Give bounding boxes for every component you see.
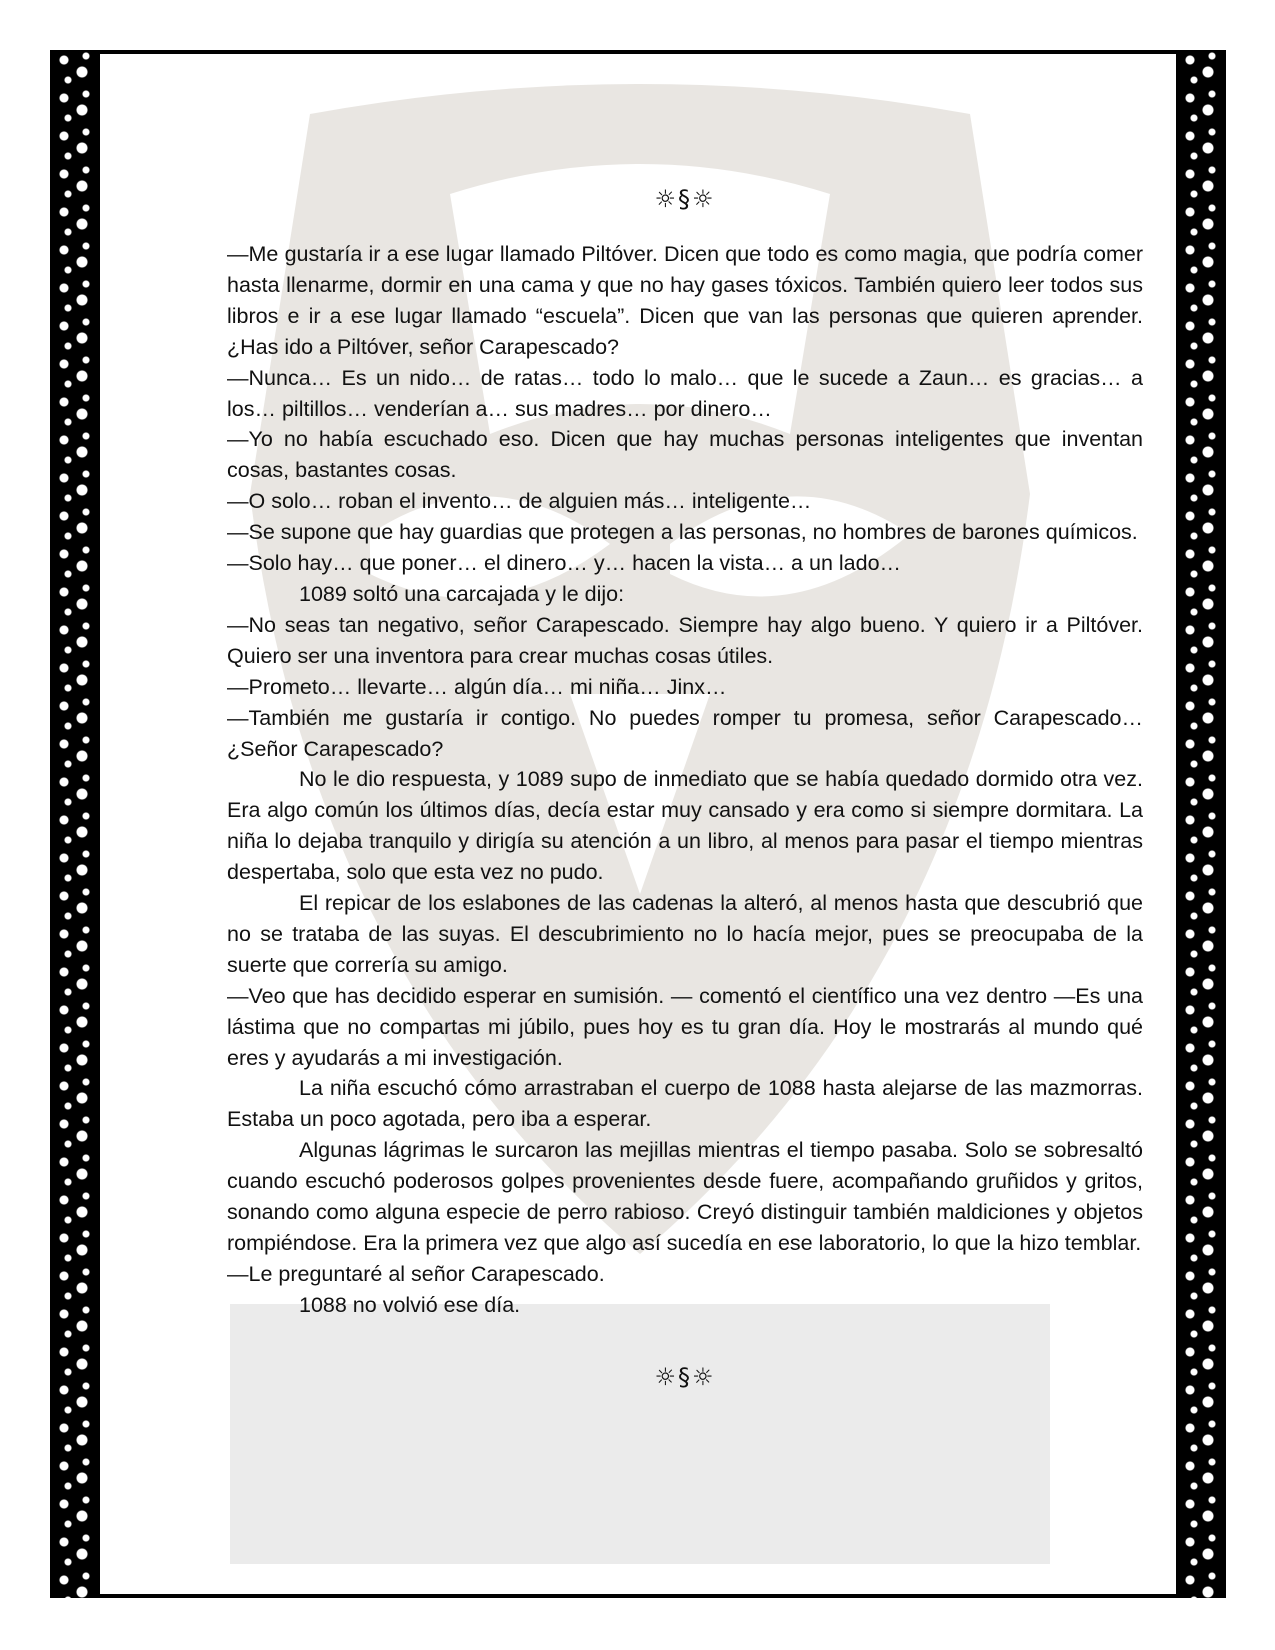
paragraph: —Prometo… llevarte… algún día… mi niña… Jinx… bbox=[227, 674, 727, 699]
paragraph: 1088 no volvió ese día. bbox=[299, 1292, 521, 1317]
document-text bbox=[227, 179, 1143, 1397]
left-floral-border bbox=[52, 50, 98, 1598]
section-separator-top: ☼§☼ bbox=[654, 185, 716, 213]
paragraph: 1089 soltó una carcajada y le dijo: bbox=[299, 581, 625, 606]
paragraph: —Solo hay… que poner… el dinero… y… hacen la vista… a un lado… bbox=[227, 551, 902, 576]
paragraph-list bbox=[227, 239, 1143, 1321]
paragraph: La niña escuchó cómo arrastraban el cuerpo de 1088 hasta alejarse de las mazmorras. Estaba un poco agotada, pero iba a esperar. bbox=[227, 1076, 1143, 1132]
paragraph: El repicar de los eslabones de las cadenas la alteró, al menos hasta que descubrió que no se trataba de las suyas. El descubrimiento no lo hacía mejor, pues se preocupaba de la suerte que correría su amigo. bbox=[227, 891, 1143, 977]
paragraph: Algunas lágrimas le surcaron las mejillas mientras el tiempo pasaba. Solo se sobresaltó cuando escuchó poderosos golpes provenientes desde fuere, acompañando gruñidos y gritos, sonando como alguna especie de perro rabioso. Creyó distinguir también maldiciones y objetos rompiéndose. Era la primera vez que algo así sucedía en ese laboratorio, lo que la hizo temblar. bbox=[227, 1138, 1143, 1255]
paragraph: —Se supone que hay guardias que protegen a las personas, no hombres de barones químicos. bbox=[227, 520, 1138, 545]
paragraph: —O solo… roban el invento… de alguien más… inteligente… bbox=[227, 489, 812, 514]
section-separator-bottom: ☼§☼ bbox=[654, 1362, 716, 1391]
paragraph: —También me gustaría ir contigo. No puedes romper tu promesa, señor Carapescado… ¿Señor Carapescado? bbox=[227, 705, 1143, 761]
paragraph: —Me gustaría ir a ese lugar llamado Piltóver. Dicen que todo es como magia, que podría comer hasta llenarme, dormir en una cama y que no hay gases tóxicos. También quiero leer todos sus libros e ir a ese lugar llamado “escuela”. Dicen que van las personas que quieren aprender. ¿Has ido a Piltóver, señor Carapescado? bbox=[227, 242, 1143, 359]
paragraph: —No seas tan negativo, señor Carapescado. Siempre hay algo bueno. Y quiero ir a Piltóver. Quiero ser una inventora para crear muchas cosas útiles. bbox=[227, 612, 1143, 668]
paragraph: —Veo que has decidido esperar en sumisión. — comentó el científico una vez dentro —Es una lástima que no compartas mi júbilo, pues hoy es tu gran día. Hoy le mostrarás al mundo qué eres y ayudarás a mi investigación. bbox=[227, 983, 1143, 1070]
page-body bbox=[100, 54, 1176, 1594]
paragraph: No le dio respuesta, y 1089 supo de inmediato que se había quedado dormido otra vez. Era algo común los últimos días, decía estar muy cansado y era como si siempre dormitara. La niña lo dejaba tranquilo y dirigía su atención a un libro, al menos para pasar el tiempo mientras despertaba, solo que esta vez no pudo. bbox=[227, 767, 1143, 885]
paragraph: —Le preguntaré al señor Carapescado. bbox=[227, 1261, 605, 1286]
paragraph: —Yo no había escuchado eso. Dicen que hay muchas personas inteligentes que inventan cosas, bastantes cosas. bbox=[227, 427, 1143, 483]
paragraph: —Nunca… Es un nido… de ratas… todo lo malo… que le sucede a Zaun… es gracias… a los… piltillos… venderían a… sus madres… por dinero… bbox=[227, 365, 1143, 421]
decorative-page-border bbox=[50, 50, 1226, 1598]
right-floral-border bbox=[1178, 50, 1224, 1598]
